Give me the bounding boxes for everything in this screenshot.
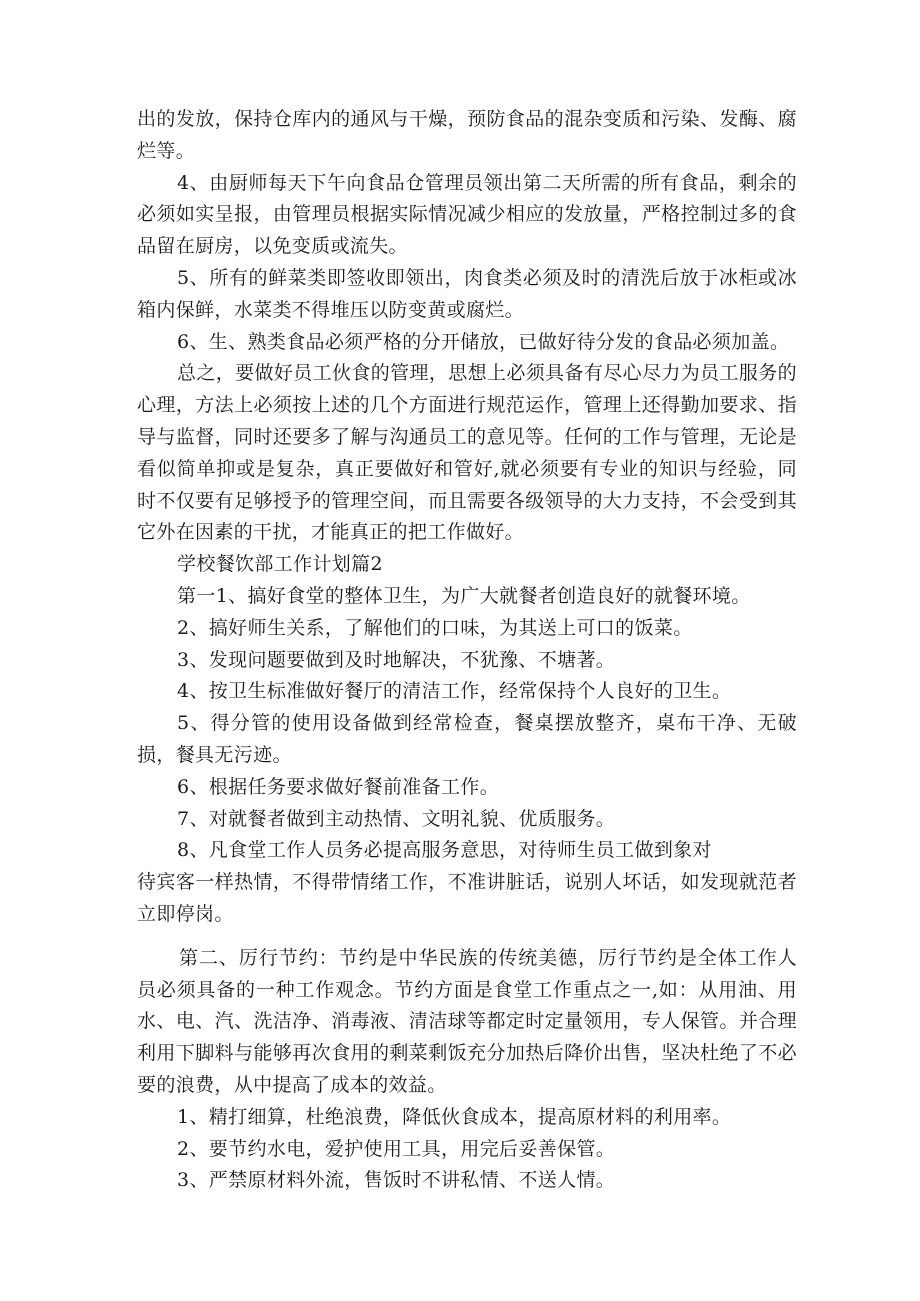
list-item: 6、根据任务要求做好餐前准备工作。: [177, 775, 500, 798]
paragraph-section-two: 第二、厉行节约：节约是中华民族的传统美德，厉行节约是全体工作人员必须具备的一种工作观念。节约方面是食堂工作重点之一,如：从用油、用水、电、汽、洗洁净、消毒液、清洁球等都定时定量领用，专人保管。并合理利用下脚料与能够再次食用的剩菜剩饭充分加热后降价出售，坚决杜绝了不必要的浪费，从中提高了成本的效益。: [137, 946, 797, 1096]
paragraph-continuation: 出的发放，保持仓库内的通风与干燥，预防食品的混杂变质和污染、发酶、腐烂等。: [137, 108, 797, 162]
list-item: 1、精打细算，杜绝浪费，降低伙食成本，提高原材料的利用率。: [177, 1105, 732, 1128]
list-item: 5、得分管的使用设备做到经常检查，餐桌摆放整齐，桌布干净、无破损，餐具无污迹。: [137, 712, 797, 766]
list-item: 第一1、搞好食堂的整体卫生，为广大就餐者创造良好的就餐环境。: [177, 584, 751, 607]
list-item: 3、严禁原材料外流，售饭时不讲私情、不送人情。: [177, 1169, 616, 1192]
paragraph-continuation: 待宾客一样热情，不得带情绪工作，不准讲脏话，说别人坏话，如发现就范者立即停岗。: [137, 871, 797, 925]
list-item: 3、发现问题要做到及时地解决，不犹豫、不塘著。: [177, 648, 616, 671]
paragraph-item-6: 6、生、熟类食品必须严格的分开储放，已做好待分发的食品必须加盖。: [177, 330, 790, 353]
section-heading: 学校餐饮部工作计划篇2: [177, 553, 383, 576]
paragraph-item-4: 4、由厨师每天下午向食品仓管理员领出第二天所需的所有食品，剩余的必须如实呈报，由管理员根据实际情况减少相应的发放量，严格控制过多的食品留在厨房，以免变质或流失。: [137, 171, 797, 258]
list-item: 7、对就餐者做到主动热情、文明礼貌、优质服务。: [177, 807, 616, 830]
document-body: [137, 104, 797, 1197]
paragraph-item-5: 5、所有的鲜菜类即签收即领出，肉食类必须及时的清洗后放于冰柜或冰箱内保鲜，水菜类不得堆压以防变黄或腐烂。: [137, 266, 797, 321]
list-item: 2、搞好师生关系，了解他们的口味，为其送上可口的饭菜。: [177, 616, 693, 639]
list-item: 4、按卫生标准做好餐厅的清洁工作，经常保持个人良好的卫生。: [177, 680, 732, 703]
list-item: 8、凡食堂工作人员务必提高服务意思，对待师生员工做到象对: [177, 839, 712, 862]
list-item: 2、要节约水电，爱护使用工具，用完后妥善保管。: [177, 1137, 616, 1160]
paragraph-summary: 总之，要做好员工伙食的管理，思想上必须具备有尽心尽力为员工服务的心理，方法上必须按上述的几个方面进行规范运作，管理上还得勤加要求、指导与监督，同时还要多了解与沟通员工的意见等。任何的工作与管理，无论是看似简单抑或是复杂，真正要做好和管好,就必须要有专业的知识与经验，同时不仅要有足够授予的管理空间，而且需要各级领导的大力支持，不会受到其它外在因素的干扰，才能真正的把工作做好。: [137, 362, 797, 544]
